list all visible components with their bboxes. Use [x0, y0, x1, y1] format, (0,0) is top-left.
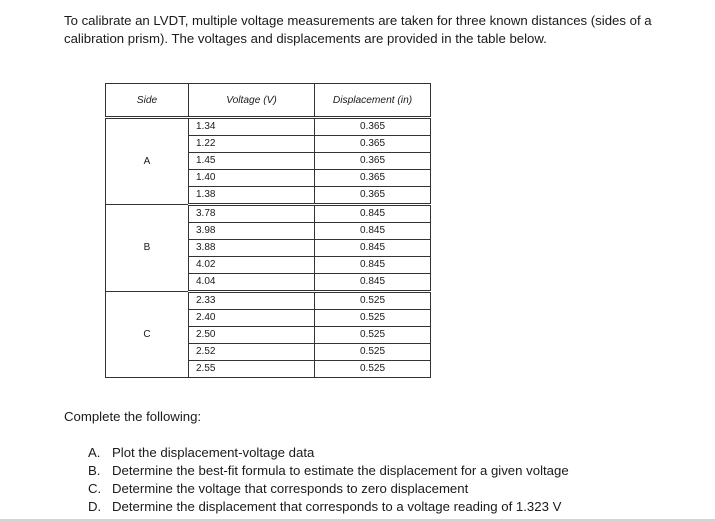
task-text: Plot the displacement-voltage data	[112, 445, 315, 460]
task-item	[88, 498, 569, 516]
side-group	[106, 292, 431, 378]
displacement-cell: 0.525	[315, 327, 431, 344]
displacement-column-header: Displacement (in)	[315, 84, 431, 118]
displacement-cell: 0.845	[315, 223, 431, 240]
table-row	[106, 205, 431, 223]
side-label-cell: B	[106, 205, 189, 292]
displacement-cell: 0.365	[315, 187, 431, 205]
task-item	[88, 444, 569, 462]
task-letter: A.	[88, 445, 101, 460]
voltage-cell: 2.50	[189, 327, 315, 344]
task-text: Determine the best-fit formula to estimate the displacement for a given voltage	[112, 463, 569, 478]
task-letter: B.	[88, 463, 101, 478]
voltage-cell: 2.40	[189, 310, 315, 327]
task-text: Determine the voltage that corresponds to zero displacement	[112, 481, 469, 496]
voltage-column-header: Voltage (V)	[189, 84, 315, 118]
task-letter: D.	[88, 499, 102, 514]
voltage-cell: 1.34	[189, 118, 315, 136]
displacement-cell: 0.525	[315, 344, 431, 361]
task-text: Determine the displacement that corresponds to a voltage reading of 1.323 V	[112, 499, 562, 514]
voltage-cell: 4.04	[189, 274, 315, 292]
voltage-cell: 3.98	[189, 223, 315, 240]
displacement-cell: 0.525	[315, 292, 431, 310]
intro-paragraph: To calibrate an LVDT, multiple voltage measurements are taken for three known distances (sides of a calibration prism). The voltages and displacements are provided in the table below.	[64, 13, 652, 46]
voltage-cell: 3.78	[189, 205, 315, 223]
voltage-cell: 1.22	[189, 136, 315, 153]
task-list	[88, 444, 569, 516]
voltage-cell: 1.45	[189, 153, 315, 170]
displacement-cell: 0.845	[315, 240, 431, 257]
table-header-row	[106, 84, 431, 118]
displacement-cell: 0.365	[315, 153, 431, 170]
calibration-table	[105, 83, 431, 378]
displacement-cell: 0.525	[315, 310, 431, 327]
voltage-cell: 1.38	[189, 187, 315, 205]
displacement-cell: 0.845	[315, 274, 431, 292]
side-label-cell: A	[106, 118, 189, 205]
side-label-cell: C	[106, 292, 189, 378]
task-item	[88, 480, 569, 498]
displacement-cell: 0.525	[315, 361, 431, 378]
displacement-cell: 0.845	[315, 205, 431, 223]
voltage-cell: 1.40	[189, 170, 315, 187]
task-item	[88, 462, 569, 480]
side-column-header: Side	[106, 84, 189, 118]
voltage-cell: 2.33	[189, 292, 315, 310]
voltage-cell: 4.02	[189, 257, 315, 274]
displacement-cell: 0.845	[315, 257, 431, 274]
displacement-cell: 0.365	[315, 118, 431, 136]
side-group	[106, 118, 431, 205]
displacement-cell: 0.365	[315, 136, 431, 153]
voltage-cell: 2.52	[189, 344, 315, 361]
complete-heading: Complete the following:	[64, 409, 202, 424]
side-group	[106, 205, 431, 292]
voltage-cell: 3.88	[189, 240, 315, 257]
displacement-cell: 0.365	[315, 170, 431, 187]
task-letter: C.	[88, 481, 102, 496]
table-row	[106, 292, 431, 310]
table-row	[106, 118, 431, 136]
voltage-cell: 2.55	[189, 361, 315, 378]
